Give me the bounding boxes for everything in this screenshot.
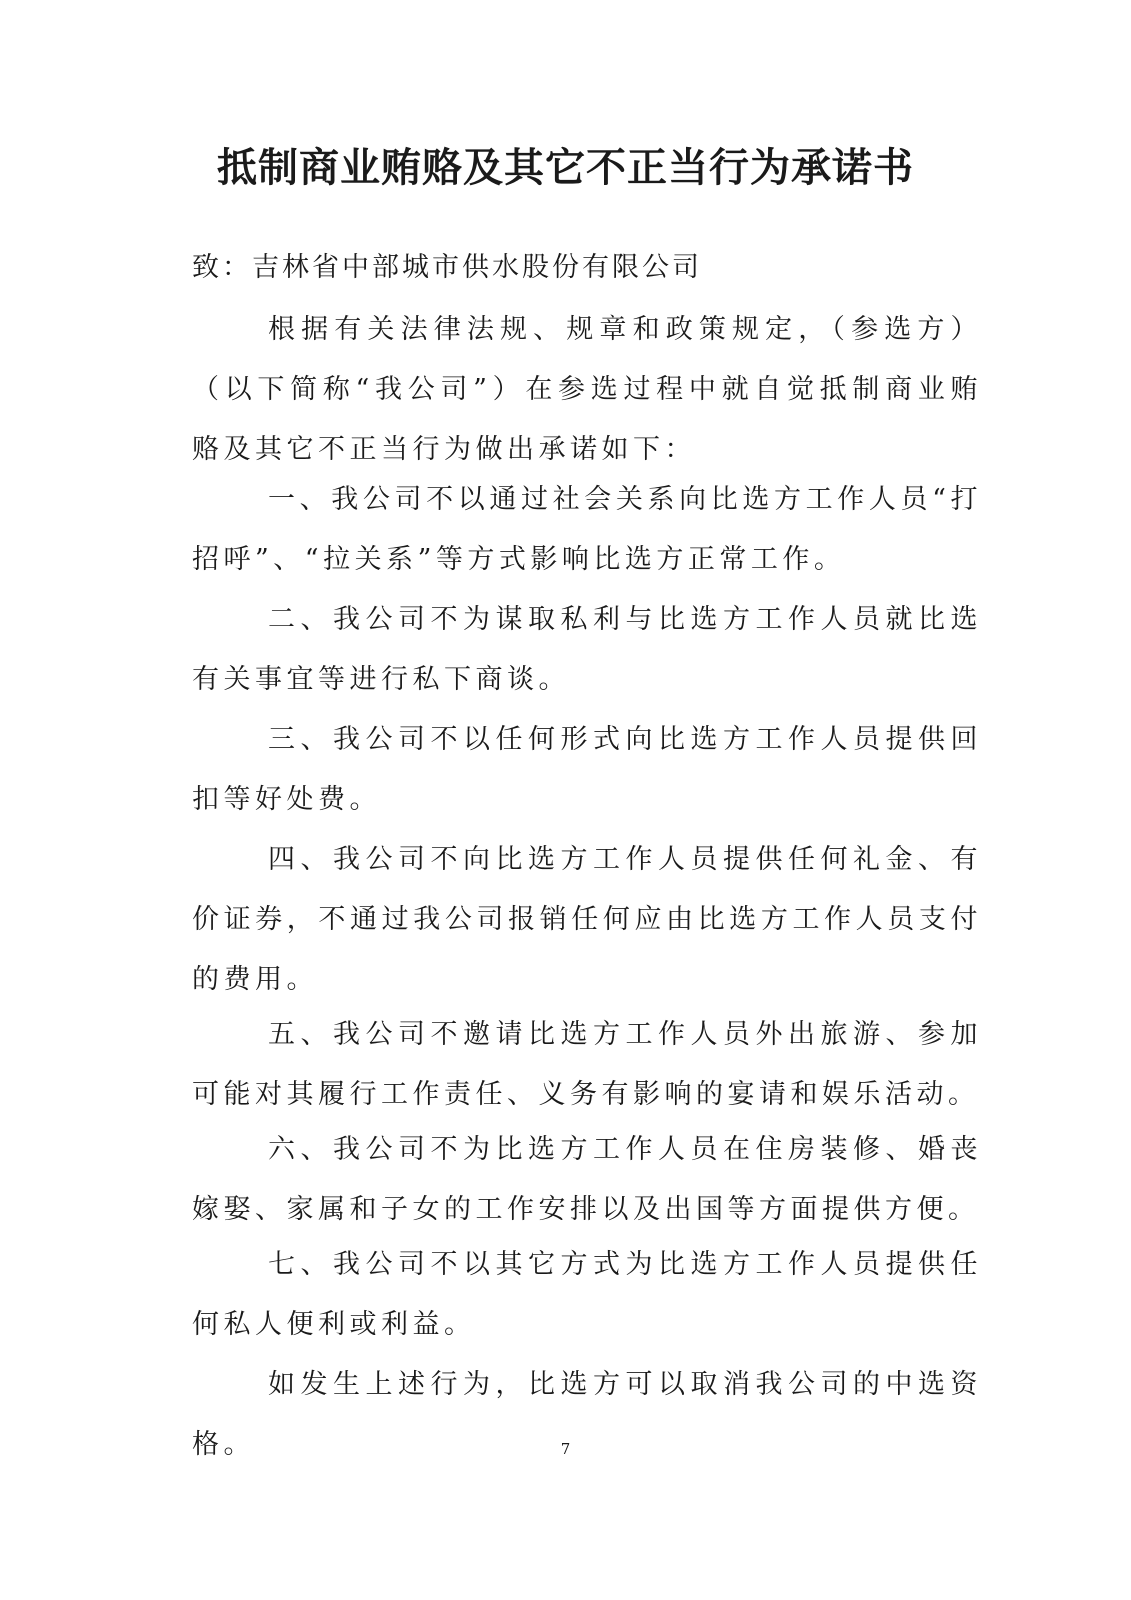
commitment-item-1: 一、我公司不以通过社会关系向比选方工作人员“打招呼”、“拉关系”等方式影响比选方正常工作。 xyxy=(192,484,982,575)
commitment-item-7: 七、我公司不以其它方式为比选方工作人员提供任何私人便利或利益。 xyxy=(192,1249,982,1340)
page-number: 7 xyxy=(560,1440,571,1458)
commitment-item-5: 五、我公司不邀请比选方工作人员外出旅游、参加可能对其履行工作责任、义务有影响的宴请和娱乐活动。 xyxy=(192,1019,982,1110)
document-title: 抵制商业贿赂及其它不正当行为承诺书 xyxy=(217,145,914,191)
commitment-item-2: 二、我公司不为谋取私利与比选方工作人员就比选有关事宜等进行私下商谈。 xyxy=(192,604,982,695)
commitment-item-4: 四、我公司不向比选方工作人员提供任何礼金、有价证券，不通过我公司报销任何应由比选方工作人员支付的费用。 xyxy=(192,844,982,995)
addressee-line: 致：吉林省中部城市供水股份有限公司 xyxy=(192,252,702,283)
closing-statement: 如发生上述行为，比选方可以取消我公司的中选资格。 xyxy=(192,1369,982,1460)
intro-paragraph: 根据有关法律法规、规章和政策规定，（参选方）（以下简称“我公司”）在参选过程中就自觉抵制商业贿赂及其它不正当行为做出承诺如下： xyxy=(192,314,982,465)
commitment-item-3: 三、我公司不以任何形式向比选方工作人员提供回扣等好处费。 xyxy=(192,724,982,815)
commitment-item-6: 六、我公司不为比选方工作人员在住房装修、婚丧嫁娶、家属和子女的工作安排以及出国等方面提供方便。 xyxy=(192,1134,982,1225)
